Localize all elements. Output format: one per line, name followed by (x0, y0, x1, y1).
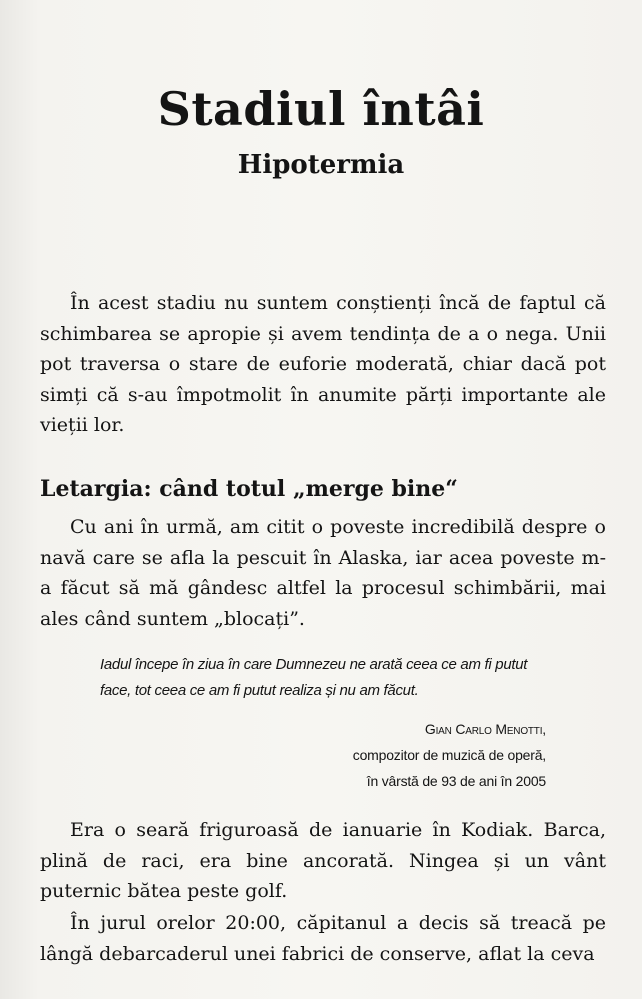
chapter-subtitle: Hipotermia (237, 150, 405, 180)
epigraph-quote: Iadul începe în ziua în care Dumnezeu ne arată ceea ce am fi putut face, tot ceea ce am fi putut realiza și nu am făcut. (100, 656, 528, 699)
section-heading: Letargia: când totul „merge bine“ (40, 476, 458, 502)
captain-paragraph: În jurul orelor 20:00, căpitanul a decis să treacă pe lângă debarcaderul unei fabrici de conserve, aflat la ceva (40, 912, 606, 965)
evening-paragraph: Era o seară friguroasă de ianuarie în Kodiak. Barca, plină de raci, era bine ancorată. Ningea și un vânt puternic bătea peste golf. (40, 819, 606, 902)
epigraph-author-detail: în vârstă de 93 de ani în 2005 (366, 773, 546, 789)
epigraph-author: Gian Carlo Menotti, (424, 721, 546, 737)
intro-paragraph: În acest stadiu nu suntem conștienți încă de faptul că schimbarea se apropie și avem tendința de a o nega. Unii pot traversa o stare de euforie moderată, chiar dacă pot simți că s-au împotmolit în anumite părți importante ale vieții lor. (40, 292, 606, 436)
story-paragraph: Cu ani în urmă, am citit o poveste incredibilă despre o navă care se afla la pescuit în Alaska, iar acea poveste m-a făcut să mă gândesc altfel la procesul schimbării, mai ales când suntem „blocați”. (40, 516, 606, 630)
epigraph-attribution (353, 716, 546, 794)
chapter-title: Stadiul întâi (157, 82, 485, 136)
epigraph-author-role: compozitor de muzică de operă, (352, 747, 546, 763)
